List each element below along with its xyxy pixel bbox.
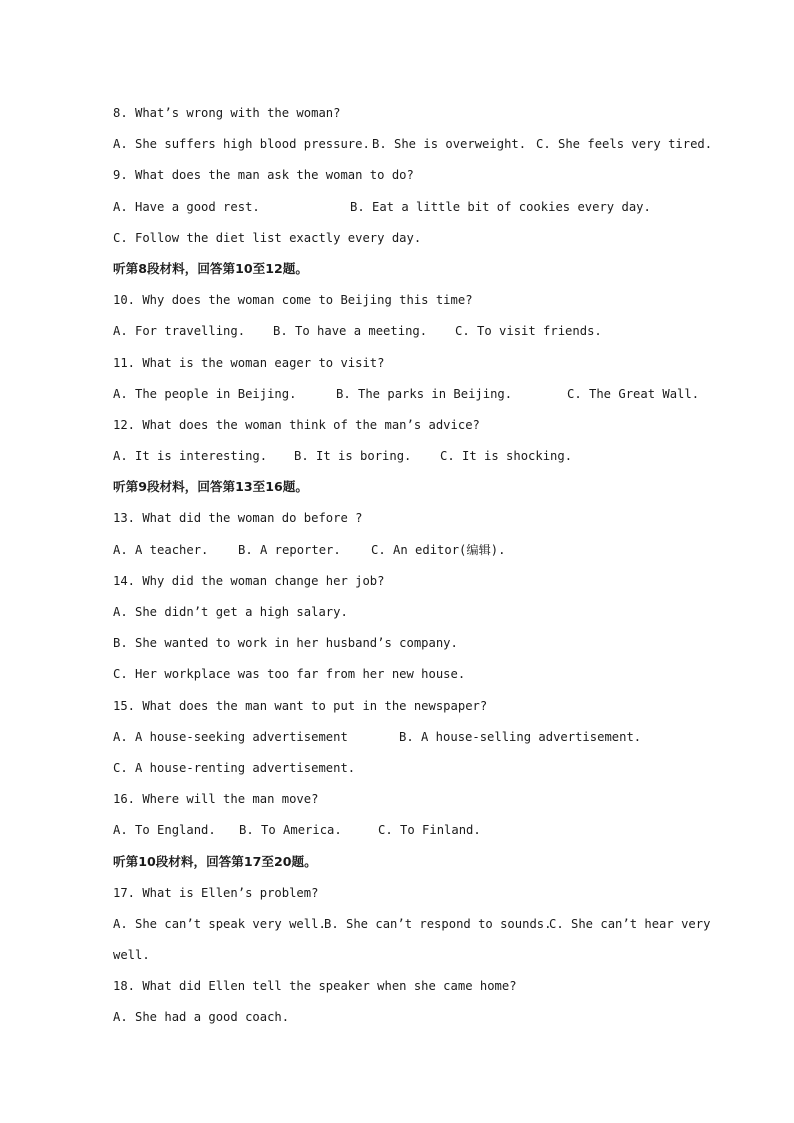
option-a: A. She suffers high blood pressure.	[113, 137, 370, 152]
option-c-line: C. Her workplace was too far from her new house.	[113, 667, 466, 682]
option-b: B. A reporter.	[238, 542, 341, 557]
option-b: B. The parks in Beijing.	[336, 386, 513, 401]
options-q15	[113, 726, 713, 757]
question-8: 8. What’s wrong with the woman?	[113, 106, 341, 120]
section-heading-9: 听第9段材料，回答第13至16题。	[113, 479, 308, 495]
options-q8	[113, 133, 713, 164]
option-b-line: B. She wanted to work in her husband’s company.	[113, 636, 458, 651]
option-c-line: C. Follow the diet list exactly every day.	[113, 230, 422, 245]
section-heading-8: 听第8段材料，回答第10至12题。	[113, 260, 308, 276]
option-a: A. It is interesting.	[113, 449, 268, 464]
section-heading-10: 听第10段材料，回答第17至20题。	[113, 853, 317, 869]
options-q12	[113, 445, 713, 476]
option-b: B. It is boring.	[294, 449, 412, 464]
question-11: 11. What is the woman eager to visit?	[113, 355, 385, 370]
option-c: C. An editor(编辑).	[371, 542, 506, 557]
question-15: 15. What does the man want to put in the newspaper?	[113, 698, 488, 713]
option-a: A. For travelling.	[113, 324, 246, 339]
option-c-line: C. A house-renting advertisement.	[113, 760, 356, 775]
option-c: C. It is shocking.	[440, 449, 573, 464]
question-16: 16. Where will the man move?	[113, 792, 319, 807]
option-a: A. The people in Beijing.	[113, 386, 297, 401]
question-13: 13. What did the woman do before ?	[113, 511, 363, 526]
option-a: A. To England.	[113, 823, 216, 838]
options-q13	[113, 539, 713, 570]
option-b: B. Eat a little bit of cookies every day.	[350, 199, 651, 214]
option-b: B. She is overweight.	[372, 137, 527, 152]
option-a-line: A. She didn’t get a high salary.	[113, 605, 348, 619]
options-q16	[113, 819, 713, 850]
question-18: 18. What did Ellen tell the speaker when she came home?	[113, 979, 517, 994]
question-12: 12. What does the woman think of the man’s advice?	[113, 417, 480, 432]
question-14: 14. Why did the woman change her job?	[113, 573, 385, 588]
option-b: B. To America.	[239, 823, 342, 838]
options-q11	[113, 383, 713, 414]
option-c: C. To Finland.	[378, 823, 481, 838]
option-c-continuation: well.	[113, 948, 150, 963]
question-10: 10. Why does the woman come to Beijing this time?	[113, 293, 473, 308]
question-17: 17. What is Ellen’s problem?	[113, 885, 319, 900]
option-a-line: A. She had a good coach.	[113, 1010, 290, 1025]
option-c: C. To visit friends.	[455, 324, 602, 339]
option-a: A. A teacher.	[113, 542, 209, 557]
option-c: C. She feels very tired.	[536, 137, 713, 152]
options-q10	[113, 320, 713, 351]
question-9: 9. What does the man ask the woman to do?	[113, 168, 414, 183]
document-page	[113, 102, 713, 1038]
option-a: A. Have a good rest.	[113, 199, 260, 214]
options-q9	[113, 196, 713, 227]
option-b: B. A house-selling advertisement.	[399, 729, 642, 744]
option-a: A. She can’t speak very well.	[113, 916, 326, 931]
option-c: C. The Great Wall.	[567, 386, 700, 401]
option-c: C. She can’t hear very	[549, 916, 711, 931]
option-b: B. To have a meeting.	[273, 324, 428, 339]
option-a: A. A house-seeking advertisement	[113, 729, 348, 744]
option-b: B. She can’t respond to sounds.	[324, 916, 552, 931]
options-q17	[113, 913, 713, 944]
